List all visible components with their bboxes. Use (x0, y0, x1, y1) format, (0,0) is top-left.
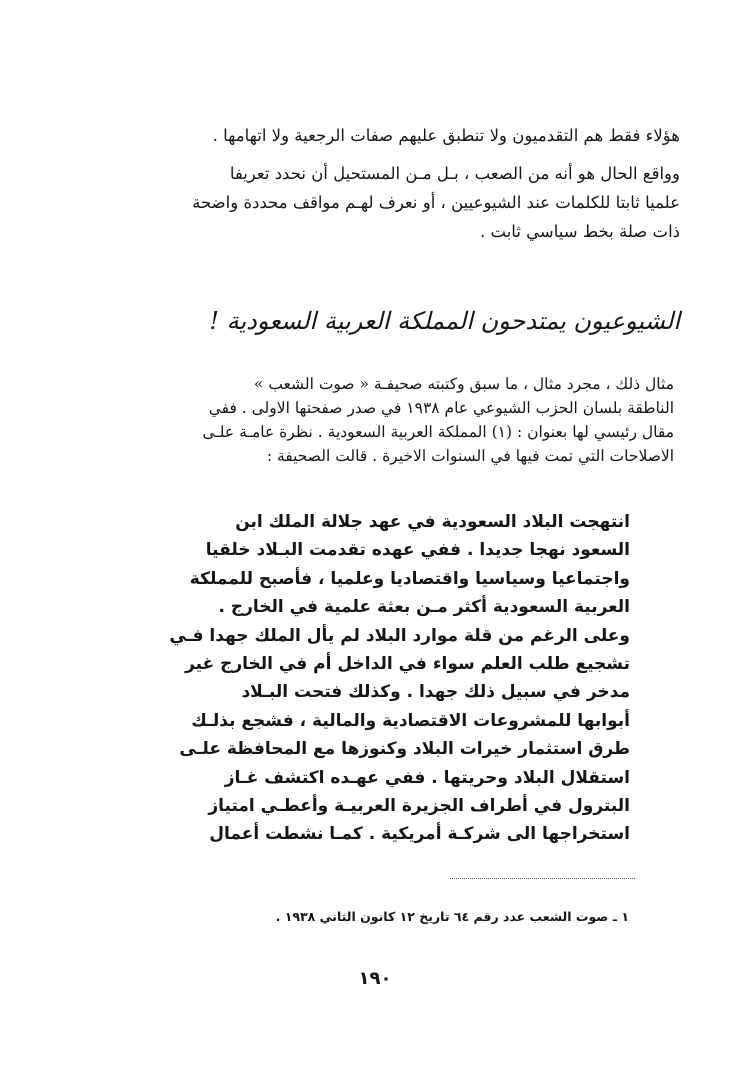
quote-line: البترول في أطراف الجزيرة العربيـة وأعطـي امتياز (208, 795, 630, 816)
quote-line: واجتماعيا وسياسيا واقتصاديا وعلميا ، فأصبح للمملكة (189, 568, 630, 589)
section-heading: الشيوعيون يمتدحون المملكة العربية السعودية ! (209, 307, 680, 335)
quote-line: مدخر في سبيل ذلك جهدا . وكذلك فتحت البـلاد (241, 682, 630, 703)
quote-line: استقلال البلاد وحريتها . ففي عهـده اكتشف غـاز (224, 767, 630, 788)
footnote-divider (450, 878, 635, 879)
body-paragraph (134, 372, 674, 468)
body-line: الناطقة بلسان الحزب الشيوعي عام ١٩٣٨ في صدر صفحتها الاولى . ففي (208, 399, 674, 417)
quote-line: أبوابها للمشروعات الاقتصادية والمالية ، فشجع بذلـك (191, 710, 630, 731)
quote-line: طرق استثمار خيرات البلاد وكنوزها مع المحافظة علـى (179, 739, 630, 760)
quoted-passage (134, 508, 630, 849)
intro-line: هؤلاء فقط هم التقدميون ولا تنطبق عليهم صفات الرجعية ولا اتهامها . (212, 126, 680, 145)
body-line: مقال رئيسي لها بعنوان : (١) المملكة العربية السعودية . نظرة عامـة علـى (202, 423, 674, 441)
quote-line: انتهجت البلاد السعودية في عهد جلالة الملك ابن (235, 512, 630, 532)
body-line: مثال ذلك ، مجرد مثال ، ما سبق وكتبته صحيفـة « صوت الشعب » (253, 375, 674, 393)
intro-line: علميا ثابتا للكلمات عند الشيوعيين ، أو نعرف لهـم مواقف محددة واضحة (192, 193, 680, 212)
intro-line: ذات صلة بخط سياسي ثابت . (480, 222, 680, 241)
body-line: الاصلاحات التي تمت فيها في السنوات الاخيرة . قالت الصحيفة : (266, 447, 674, 465)
page-number: ١٩٠ (358, 968, 392, 989)
quote-line: تشجيع طلب العلم سواء في الداخل أم في الخارج غير (185, 653, 630, 674)
quote-line: العربية السعودية أكثر مـن بعثة علمية في الخارج . (218, 597, 630, 618)
quote-line: وعلى الرغم من قلة موارد البلاد لم يأل الملك جهدا فـي (169, 625, 630, 646)
intro-line: وواقع الحال هو أنه من الصعب ، بـل مـن المستحيل أن نحدد تعريفا (229, 164, 680, 183)
intro-paragraph (158, 121, 680, 246)
quote-line: السعود نهجا جديدا . ففي عهده تقدمت البـلاد خلقيا (205, 540, 630, 561)
footnote: ١ ـ صوت الشعب عدد رقم ٦٤ تاريخ ١٢ كانون الثاني ١٩٣٨ . (275, 909, 629, 924)
quote-line: استخراجها الى شركـة أمريكية . كمـا نشطت أعمال (209, 824, 630, 845)
